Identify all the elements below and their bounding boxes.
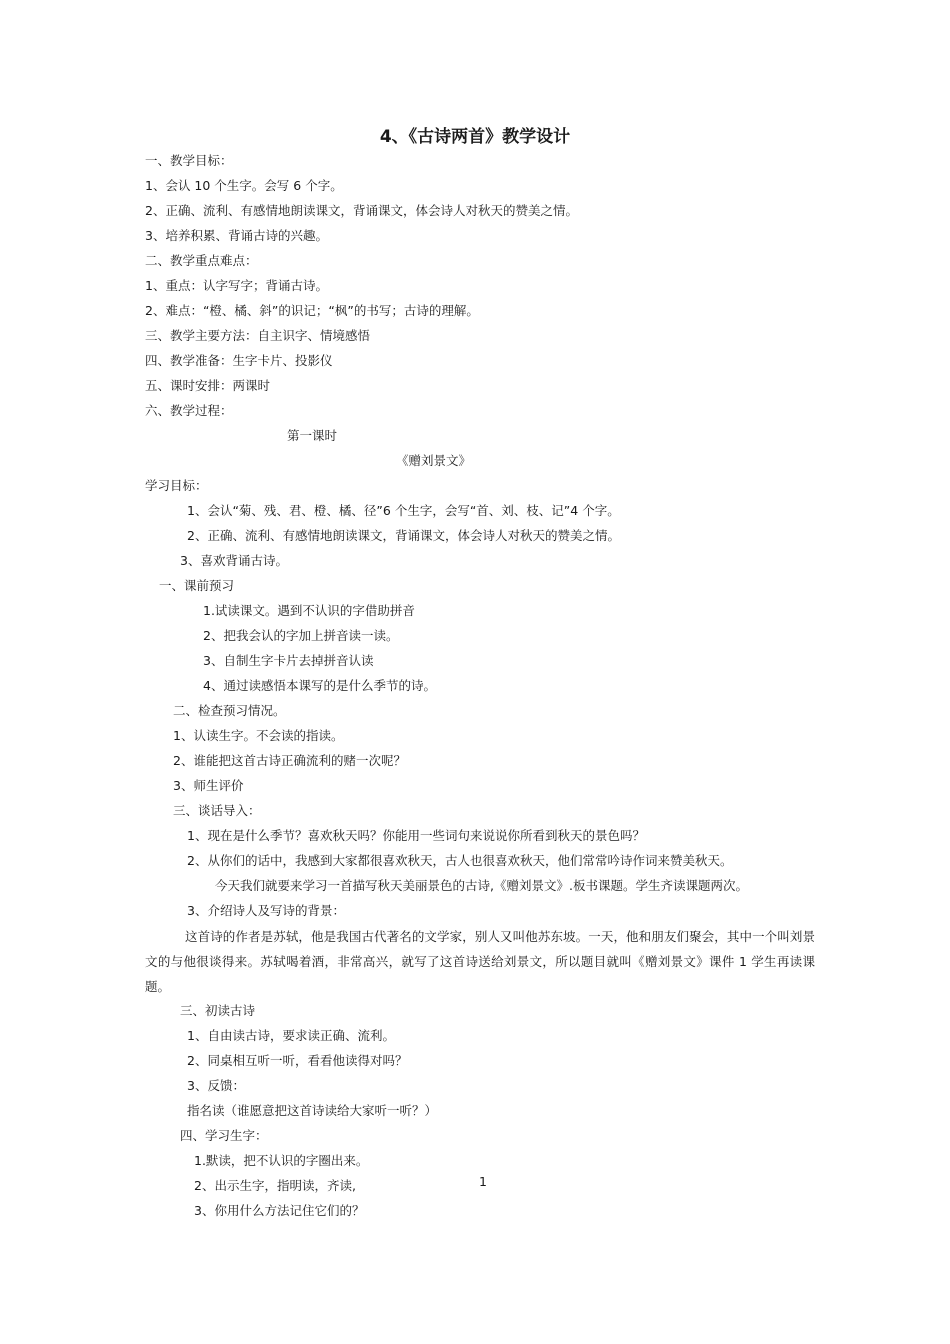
intro-item-1: 1、现在是什么季节？喜欢秋天吗？你能用一些词句来说说你所看到秋天的景色吗？: [187, 828, 645, 843]
poet-background-paragraph: 这首诗的作者是苏轼，他是我国古代著名的文学家，别人又叫他苏东坡。一天，他和朋友们聚会，其中一个叫刘景文的与他很谈得来。苏轼喝着酒，非常高兴，就写了这首诗送给刘景文，所以题目就叫《赠刘景文》课件 1 学生再读课题。: [145, 929, 815, 994]
preview-item-3: 3、自制生字卡片去掉拼音认读: [203, 653, 374, 668]
page-number: 1: [479, 1174, 487, 1189]
first-reading-item-2: 2、同桌相互听一听，看看他读得对吗？: [187, 1053, 408, 1068]
named-reading: 指名读（谁愿意把这首诗读给大家听一听？）: [187, 1103, 438, 1118]
section-process-heading: 六、教学过程：: [145, 403, 233, 418]
intro-item-3: 3、介绍诗人及写诗的背景：: [187, 903, 345, 918]
learning-goal-1: 1、会认“菊、残、君、橙、橘、径”6 个生字，会写“首、刘、枝、记”4 个字。: [187, 503, 620, 518]
intro-item-2: 2、从你们的话中，我感到大家都很喜欢秋天，古人也很喜欢秋天，他们常常吟诗作词来赞美秋天。: [187, 853, 733, 868]
section-schedule: 五、课时安排：两课时: [145, 378, 271, 393]
section-key-points-heading: 二、教学重点难点：: [145, 253, 258, 268]
section-methods: 三、教学主要方法：自主识字、情境感悟: [145, 328, 371, 343]
learning-goal-2: 2、正确、流利、有感情地朗读课文，背诵课文，体会诗人对秋天的赞美之情。: [187, 528, 620, 543]
check-item-3: 3、师生评价: [173, 778, 244, 793]
check-item-1: 1、认读生字。不会读的指读。: [173, 728, 344, 743]
first-reading-heading: 三、初读古诗: [180, 1003, 256, 1018]
section-preparation: 四、教学准备：生字卡片、投影仪: [145, 353, 333, 368]
preview-item-1: 1.试读课文。遇到不认识的字借助拼音: [203, 603, 415, 618]
preview-heading: 一、课前预习: [159, 578, 235, 593]
preview-item-4: 4、通过读感悟本课写的是什么季节的诗。: [203, 678, 436, 693]
learn-item-3: 3、你用什么方法记住它们的？: [194, 1203, 365, 1218]
document-title: 4、《古诗两首》教学设计: [379, 127, 571, 147]
objective-2: 2、正确、流利、有感情地朗读课文，背诵课文，体会诗人对秋天的赞美之情。: [145, 203, 578, 218]
learn-item-1: 1.默读，把不认识的字圈出来。: [194, 1153, 369, 1168]
objective-1: 1、会认 10 个生字。会写 6 个字。: [145, 178, 343, 193]
check-preview-heading: 二、检查预习情况。: [173, 703, 286, 718]
objective-3: 3、培养积累、背诵古诗的兴趣。: [145, 228, 328, 243]
key-point-2: 2、难点：“橙、橘、斜”的识记；“枫”的书写；古诗的理解。: [145, 303, 479, 318]
poem-title: 《赠刘景文》: [396, 453, 472, 468]
first-reading-item-1: 1、自由读古诗，要求读正确、流利。: [187, 1028, 395, 1043]
lesson-heading: 第一课时: [287, 428, 338, 443]
learning-goals-heading: 学习目标：: [145, 478, 208, 493]
learn-characters-heading: 四、学习生字：: [180, 1128, 268, 1143]
learning-goal-3: 3、喜欢背诵古诗。: [180, 553, 288, 568]
intro-heading: 三、谈话导入：: [173, 803, 261, 818]
section-objectives-heading: 一、教学目标：: [145, 153, 233, 168]
learn-item-2: 2、出示生字，指明读，齐读,: [194, 1178, 356, 1193]
check-item-2: 2、谁能把这首古诗正确流利的赌一次呢？: [173, 753, 406, 768]
first-reading-item-3: 3、反馈：: [187, 1078, 245, 1093]
intro-item-2-continued: 今天我们就要来学习一首描写秋天美丽景色的古诗,《赠刘景文》.板书课题。学生齐读课题两次。: [215, 878, 748, 893]
key-point-1: 1、重点：认字写字；背诵古诗。: [145, 278, 328, 293]
preview-item-2: 2、把我会认的字加上拼音读一读。: [203, 628, 399, 643]
